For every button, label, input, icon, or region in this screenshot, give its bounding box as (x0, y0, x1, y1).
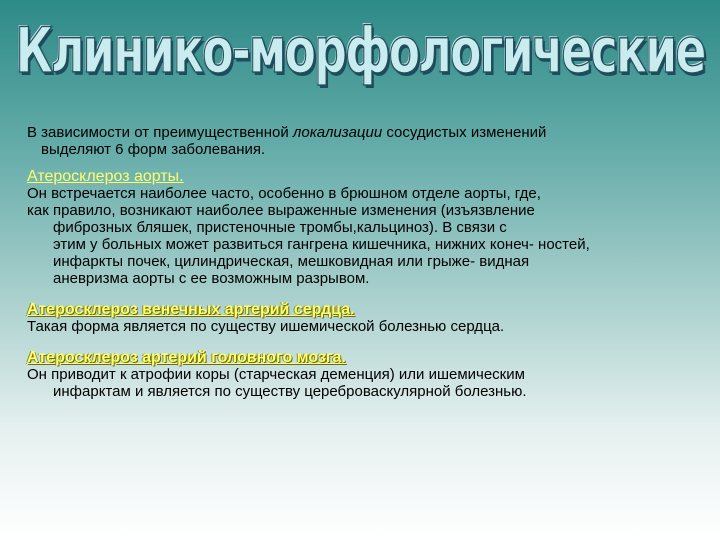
heading-coronary: Атеросклероз венечных артерий сердца. (27, 301, 355, 318)
aorta-line-6: аневризма аорты с ее возможным разрывом. (53, 270, 370, 287)
aorta-line-4: этим у больных может развиться гангрена кишечника, нижних конеч- ностей, (53, 236, 590, 253)
aorta-line-5: инфаркты почек, цилиндрическая, мешковидная или грыже- видная (53, 253, 530, 270)
heading-cerebral: Атеросклероз артерий головного мозга. (27, 349, 346, 366)
aorta-line-2: как правило, возникают наиболее выраженные изменения (изъязвление (27, 202, 535, 219)
intro-italic-word: локализации (292, 124, 383, 141)
aorta-line-3: фиброзных бляшек, пристеночные тромбы,кальциноз). В связи с (53, 219, 507, 236)
slide-title-block (0, 14, 720, 87)
aorta-paragraph (27, 185, 697, 287)
intro-line-2: выделяют 6 форм заболевания. (41, 141, 266, 158)
aorta-line-1: Он встречается наиболее часто, особенно в брюшном отделе аорты, где, (27, 185, 541, 202)
slide-title: Клинико-морфологические (15, 14, 705, 87)
cerebral-line-2: инфарктам и является по существу цереброваскулярной болезнью. (53, 383, 527, 400)
intro-text-after: сосудистых изменений (382, 124, 547, 141)
intro-text-before: В зависимости от преимущественной (27, 124, 293, 141)
cerebral-paragraph (27, 366, 697, 400)
intro-line-1 (27, 124, 697, 141)
coronary-line-1: Такая форма является по существу ишемической болезнью сердца. (27, 318, 505, 335)
heading-aorta: Атеросклероз аорты. (27, 168, 184, 185)
cerebral-line-1: Он приводит к атрофии коры (старческая деменция) или ишемическим (27, 366, 525, 383)
coronary-paragraph (27, 318, 697, 335)
slide-body (27, 124, 697, 400)
intro-paragraph (27, 124, 697, 158)
